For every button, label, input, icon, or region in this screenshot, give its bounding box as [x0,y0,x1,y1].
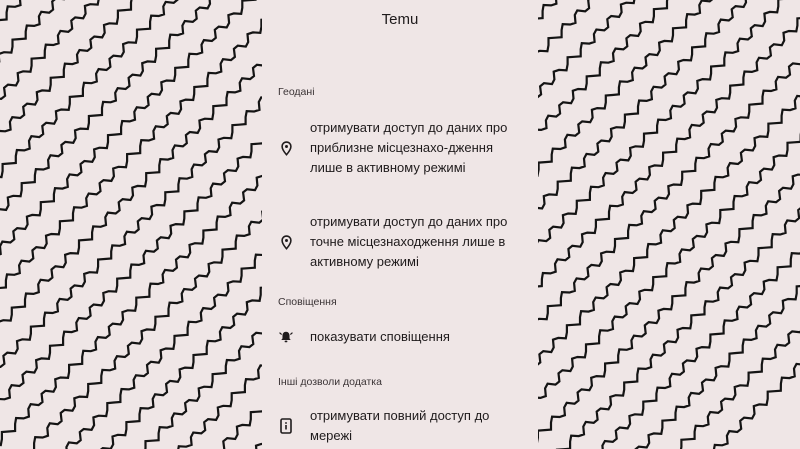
wave-line [0,0,262,449]
section-header-other-permissions: Інші дозволи додатка [278,376,382,388]
wave-line [0,0,262,449]
wave-line [0,0,262,449]
wave-line [0,0,262,449]
section-header-location: Геодані [278,86,315,98]
wave-line [0,0,87,111]
permission-text: отримувати доступ до даних про точне місцезнаходження лише в активному режимі [310,214,508,269]
wave-line [0,0,262,449]
wave-line [0,0,262,449]
wave-line [0,0,262,449]
wave-line [0,0,106,130]
wave-line [0,0,262,449]
app-title: Temu [381,11,419,28]
wave-line [0,0,262,449]
wave-line [0,0,262,449]
permission-text: показувати сповіщення [310,329,450,344]
wave-line [46,63,262,449]
wave-line [0,0,262,449]
wave-line [538,0,545,449]
wave-line [0,0,262,449]
wave-line [0,0,262,449]
bell-icon [278,329,294,345]
permission-text: отримувати повний доступ до мережі [310,408,490,443]
wave-line [0,0,262,449]
wave-pattern-right-svg [538,0,800,449]
wave-line [0,0,262,449]
wave-line [0,0,262,449]
wave-line [538,0,622,449]
wave-line [0,0,262,449]
wave-pattern-left-svg [0,0,262,449]
wave-line [0,0,262,449]
wave-pattern-right [538,0,800,449]
wave-line [0,0,11,35]
permission-precise-location[interactable] [278,212,528,272]
permissions-panel [262,0,538,449]
wave-line [0,0,262,449]
wave-line [0,0,262,449]
wave-line [0,0,262,449]
wave-line [0,0,262,449]
wave-pattern-left [0,0,262,449]
wave-line [0,5,262,449]
wave-line [0,0,262,449]
permission-network-access[interactable] [278,406,528,446]
wave-line [0,0,262,449]
wave-line [538,0,584,449]
wave-line [538,0,775,449]
wave-line [0,0,221,245]
wave-line [0,0,262,359]
wave-line [538,0,794,449]
section-header-notifications: Сповіщення [278,296,337,308]
location-pin-icon [278,140,294,156]
wave-line [0,0,262,449]
wave-line [0,0,262,449]
wave-line [0,0,262,449]
permission-text: отримувати доступ до даних про приблизне місцезнахо-дження лише в активному режимі [310,120,508,175]
wave-line [538,0,755,449]
permission-approx-location[interactable] [278,118,528,178]
info-box-icon [278,418,294,434]
wave-line [538,63,800,449]
wave-line [0,0,262,416]
wave-line [538,0,603,449]
wave-line [0,0,262,449]
wave-line [0,0,262,378]
permission-notifications[interactable] [278,327,528,347]
wave-line [0,0,262,449]
location-pin-icon [278,234,294,250]
wave-line [0,0,262,449]
